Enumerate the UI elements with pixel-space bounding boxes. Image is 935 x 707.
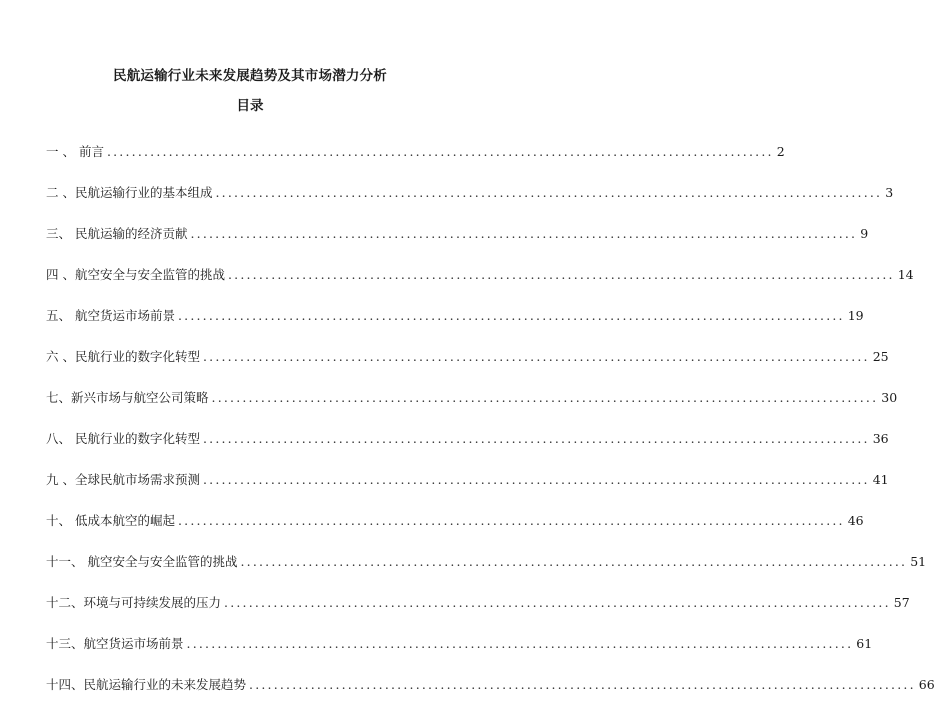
toc-entry[interactable] [46, 143, 785, 161]
toc-entry-label: 一 、 前言 [46, 144, 104, 159]
toc-entry-page: 19 [847, 308, 864, 323]
toc-leader-dots: ............................................................................................................ [240, 554, 908, 569]
document-title: 民航运输行业未来发展趋势及其市场潜力分析 [113, 68, 387, 84]
toc-entry-label: 五、 航空货运市场前景 [46, 308, 175, 323]
toc-entry-label: 二 、民航运输行业的基本组成 [46, 185, 213, 200]
toc-entry-page: 2 [776, 144, 785, 159]
toc-leader-dots: ............................................................................................................ [106, 144, 774, 159]
toc-entry[interactable] [46, 348, 889, 366]
toc-entry[interactable] [46, 389, 898, 407]
toc-leader-dots: ............................................................................................................ [227, 267, 895, 282]
toc-entry-label: 十二、环境与可持续发展的压力 [46, 595, 222, 610]
toc-entry[interactable] [46, 184, 894, 202]
toc-leader-dots: ............................................................................................................ [190, 226, 858, 241]
toc-entry-page: 30 [881, 390, 898, 405]
toc-leader-dots: ............................................................................................................ [186, 636, 854, 651]
toc-leader-dots: ............................................................................................................ [202, 472, 870, 487]
toc-entry[interactable] [46, 635, 873, 653]
toc-entry-label: 十一、 航空安全与安全监管的挑战 [46, 554, 238, 569]
toc-entry-page: 61 [856, 636, 873, 651]
toc-heading: 目录 [236, 98, 264, 114]
toc-entry[interactable] [46, 266, 914, 284]
toc-entry-page: 57 [893, 595, 910, 610]
toc-entry-page: 41 [872, 472, 889, 487]
toc-entry[interactable] [46, 225, 869, 243]
toc-entry-page: 46 [847, 513, 864, 528]
toc-entry[interactable] [46, 471, 889, 489]
toc-leader-dots: ............................................................................................................ [249, 677, 916, 692]
toc-entry-label: 十三、航空货运市场前景 [46, 636, 184, 651]
toc-entry-page: 25 [872, 349, 889, 364]
toc-entry[interactable] [46, 676, 935, 694]
toc-leader-dots: ............................................................................................................ [202, 349, 870, 364]
toc-entry[interactable] [46, 594, 910, 612]
toc-entry[interactable] [46, 553, 927, 571]
toc-entry-label: 六 、民航行业的数字化转型 [46, 349, 200, 364]
toc-entry[interactable] [46, 512, 864, 530]
toc-entry-page: 3 [885, 185, 894, 200]
toc-leader-dots: ............................................................................................................ [211, 390, 879, 405]
toc-entry-label: 十、 低成本航空的崛起 [46, 513, 175, 528]
toc-entry[interactable] [46, 307, 864, 325]
toc-entry-label: 四 、航空安全与安全监管的挑战 [46, 267, 225, 282]
toc-entry-label: 九 、全球民航市场需求预测 [46, 472, 200, 487]
toc-entry-page: 51 [910, 554, 927, 569]
toc-leader-dots: ............................................................................................................ [224, 595, 891, 610]
toc-entry[interactable] [46, 430, 889, 448]
toc-leader-dots: ............................................................................................................ [177, 513, 845, 528]
toc-entry-page: 9 [860, 226, 869, 241]
toc-entry-label: 七、新兴市场与航空公司策略 [46, 390, 209, 405]
toc-leader-dots: ............................................................................................................ [215, 185, 883, 200]
toc-leader-dots: ............................................................................................................ [202, 431, 870, 446]
toc-entry-label: 八、 民航行业的数字化转型 [46, 431, 200, 446]
toc-entry-label: 三、 民航运输的经济贡献 [46, 226, 188, 241]
toc-entry-page: 14 [897, 267, 914, 282]
toc-entry-page: 36 [872, 431, 889, 446]
toc-entry-label: 十四、民航运输行业的未来发展趋势 [46, 677, 247, 692]
toc-leader-dots: ............................................................................................................ [177, 308, 845, 323]
toc-entry-page: 66 [918, 677, 935, 692]
